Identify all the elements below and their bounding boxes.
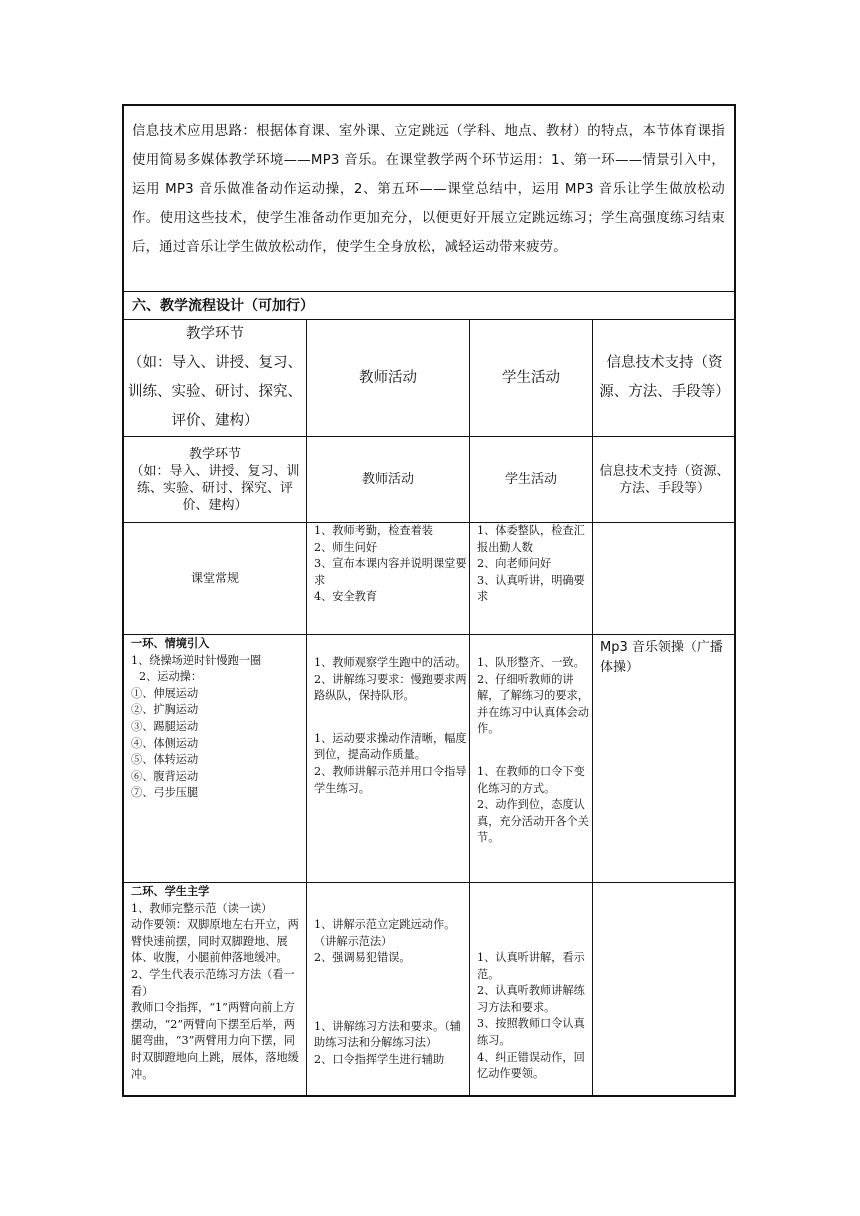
routine-teacher — [307, 523, 470, 634]
section-title-row — [124, 292, 734, 320]
list-item: 4、纠正错误动作，回忆动作要领。 — [477, 1050, 585, 1081]
ring1-teacher — [307, 635, 470, 882]
list-item: ④、体侧运动 — [131, 736, 199, 750]
ring1-row — [124, 635, 734, 883]
ring2-student — [470, 883, 593, 1097]
list-item: 1、队形整齐、一致。 — [477, 656, 585, 669]
ring1-title: 一环、情境引入 — [131, 637, 210, 650]
list-item: 2、向老师问好 — [477, 557, 552, 571]
routine-row — [124, 523, 734, 635]
ring2-row — [124, 883, 734, 1097]
routine-stage: 课堂常规 — [124, 523, 307, 634]
list-item: 2、强调易犯错误。 — [314, 951, 411, 965]
list-item: 1、体委整队，检查汇报出勤人数 — [477, 524, 585, 554]
list-item: 动作要领：双脚原地左右开立，两臂快速前摆，同时双脚蹬地、展体、收腹，小腿前伸落地缓冲。 — [131, 918, 299, 965]
header-stage — [124, 320, 307, 436]
routine-info — [593, 523, 736, 634]
header2-stage-title: 教学环节 — [188, 446, 241, 462]
header2-stage — [124, 437, 307, 522]
ring1-info — [593, 635, 736, 882]
list-item: 2、学生代表示范练习方法（看一看） — [131, 967, 295, 998]
list-item: 2、动作到位，态度认真，充分活动开各个关节。 — [477, 798, 589, 845]
list-item: 1、教师考勤，检查着装 — [314, 524, 433, 537]
ring1-info-text: Mp3 音乐领操（广播体操） — [600, 640, 723, 675]
list-item: 3、按照教师口令认真练习。 — [477, 1017, 585, 1047]
list-item: 1、在教师的口令下变化练习的方式。 — [477, 764, 585, 795]
list-item: ⑤、体转运动 — [131, 753, 199, 767]
ring2-info — [593, 883, 736, 1097]
list-item: 2、认真听教师讲解练习方法和要求。 — [477, 984, 585, 1014]
ring2-title: 二环、学生主学 — [131, 885, 210, 898]
header2-info: 信息技术支持（资源、方法、手段等） — [599, 463, 730, 496]
list-item: 1、运动要求操动作清晰，幅度到位，提高动作质量。 — [314, 731, 467, 762]
header-row — [124, 320, 734, 437]
header-student: 学生活动 — [470, 320, 593, 436]
list-item: 教师口令指挥，“1”两臂向前上方摆动，“2”两臂向下摆至后举，两腿弯曲，“3”两臂用力向下摆，同时双脚蹬地向上跳，展体，落地缓冲。 — [131, 1001, 299, 1081]
ring2-teacher — [307, 883, 470, 1097]
lesson-plan-table — [122, 104, 736, 1097]
list-item: 1、教师完整示范（读一读） — [131, 901, 273, 915]
list-item: 2、教师讲解示范并用口令指导学生练习。 — [314, 764, 467, 795]
list-item: 2、师生问好 — [314, 540, 378, 554]
header2-student: 学生活动 — [470, 437, 593, 522]
list-item: 2、仔细听教师的讲解，了解练习的要求，并在练习中认真体会动作。 — [477, 672, 589, 736]
header-teacher: 教师活动 — [307, 320, 470, 436]
section-title: 六、教学流程设计（可加行） — [132, 298, 314, 314]
list-item: 2、运动操： — [139, 670, 203, 684]
header-info: 信息技术支持（资源、方法、手段等） — [599, 355, 730, 400]
header-stage-title: 教学环节 — [186, 326, 244, 342]
list-item: 3、认真听讲，明确要求 — [477, 573, 585, 604]
header2-teacher: 教师活动 — [307, 437, 470, 522]
header-row-2 — [124, 437, 734, 523]
header-stage-note: （如：导入、讲授、复习、训练、实验、研讨、探究、评价、建构） — [128, 355, 302, 429]
routine-student — [470, 523, 593, 634]
header2-stage-note: （如：导入、讲授、复习、训练、实验、研讨、探究、评价、建构） — [130, 463, 300, 513]
list-item: 2、口令指挥学生进行辅助 — [314, 1052, 445, 1066]
list-item: 4、安全教育 — [314, 590, 378, 604]
list-item: 2、讲解练习要求：慢跑要求两路纵队，保持队形。 — [314, 672, 467, 703]
list-item: 1、讲解示范立定跳远动作。（讲解示范法） — [314, 918, 456, 948]
list-item: ③、踢腿运动 — [131, 719, 199, 733]
list-item: 3、宣布本课内容并说明课堂要求 — [314, 557, 467, 587]
list-item: ⑥、腹背运动 — [131, 769, 199, 783]
ring2-stage — [124, 883, 307, 1097]
list-item: 1、绕操场逆时针慢跑一圈 — [131, 653, 262, 667]
list-item: ⑦、弓步压腿 — [131, 786, 199, 800]
list-item: 1、教师观察学生跑中的活动。 — [314, 656, 467, 669]
list-item: 1、讲解练习方法和要求。（辅助练习法和分解练习法） — [314, 1019, 461, 1050]
ring1-student — [470, 635, 593, 882]
list-item: ②、扩胸运动 — [131, 703, 199, 717]
ring1-stage — [124, 635, 307, 882]
list-item: 1、认真听讲解，看示范。 — [477, 951, 585, 981]
intro-text: 信息技术应用思路：根据体育课、室外课、立定跳远（学科、地点、教材）的特点，本节体育课指使用简易多媒体教学环境——MP3 音乐。在课堂教学两个环节运用：1、第一环——情景引入中，运用 MP3 音乐做准备动作运动操，2、第五环——课堂总结中，运用 MP3 音乐让学生做放松动作。使用这些技术，使学生准备动作更加充分，以便更好开展立定跳远练习；学生高强度练习结束后，通过音乐让学生做放松动作，使学生全身放松，减轻运动带来疲劳。 — [132, 124, 725, 255]
intro-row — [124, 106, 734, 292]
list-item: ①、伸展运动 — [131, 686, 199, 700]
